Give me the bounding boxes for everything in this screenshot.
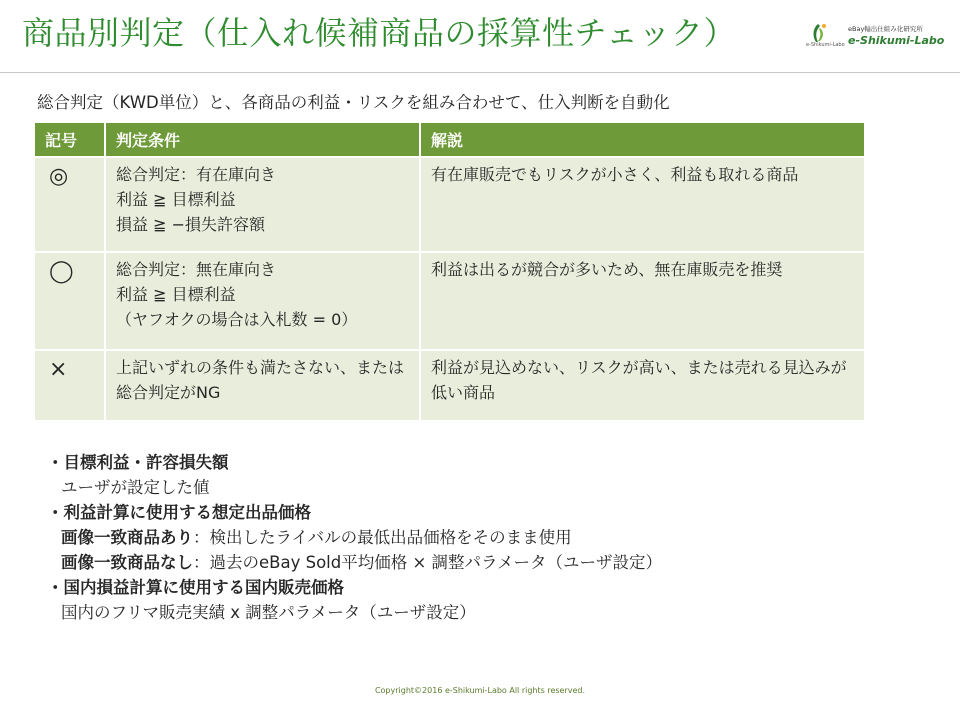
notes-section [47,450,662,625]
note-line [47,550,662,575]
note-line-text: ：検出したライバルの最低出品価格をそのまま使用 [193,528,572,547]
logo-tagline: eBay輸出仕組み化研究所 [848,25,923,33]
note-line-text: 国内のフリマ販売実績 x 調整パラメータ（ユーザ設定） [61,603,476,622]
condition-line: 総合判定：有在庫向き [116,165,277,184]
condition-line: 利益 ≧ 目標利益 [116,285,236,304]
conditions-cell [105,252,420,350]
intro-text: 総合判定（KWD単位）と、各商品の利益・リスクを組み合わせて、仕入判断を自動化 [37,93,670,112]
company-logo [806,22,954,52]
note-line-label: 画像一致商品なし [61,553,193,572]
conditions-cell [105,157,420,252]
conditions-cell [105,350,420,421]
mark-circle: ◯ [35,252,105,350]
table-row [35,350,865,421]
note-line [47,525,662,550]
judgement-table [35,123,866,422]
note-line-text: ユーザが設定した値 [61,478,210,497]
logo-wordmark: e-Shikumi-Labo [848,34,945,47]
title-divider [0,72,960,73]
description-cell: 利益が見込めない、リスクが高い、または売れる見込みが低い商品 [420,350,865,421]
header-description: 解説 [420,123,865,157]
table-row [35,252,865,350]
logo-subtext: e-Shikumi-Labo [806,42,845,48]
condition-line: 総合判定：無在庫向き [116,260,277,279]
header-conditions: 判定条件 [105,123,420,157]
copyright-footer: Copyright©2016 e-Shikumi-Labo All rights reserved. [374,686,586,695]
table-header-row [35,123,865,157]
header-mark: 記号 [35,123,105,157]
note-heading: ・利益計算に使用する想定出品価格 [47,503,311,522]
description-cell: 有在庫販売でもリスクが小さく、利益も取れる商品 [420,157,865,252]
description-cell: 利益は出るが競合が多いため、無在庫販売を推奨 [420,252,865,350]
mark-double-circle: ◎ [35,157,105,252]
note-line [47,600,662,625]
note-line-text: ：過去のeBay Sold平均価格 × 調整パラメータ（ユーザ設定） [193,553,663,572]
condition-line: 損益 ≧ −損失許容額 [116,215,265,234]
condition-line: （ヤフオクの場合は入札数 = 0） [116,310,358,329]
table-row [35,157,865,252]
mark-cross: × [35,350,105,421]
condition-line: 上記いずれの条件も満たさない、または総合判定がNG [116,358,405,402]
condition-line: 利益 ≧ 目標利益 [116,190,236,209]
note-heading: ・国内損益計算に使用する国内販売価格 [47,578,344,597]
page-title: 商品別判定（仕入れ候補商品の採算性チェック） [22,14,737,52]
note-line [47,475,662,500]
note-heading: ・目標利益・許容損失額 [47,453,229,472]
note-line-label: 画像一致商品あり [61,528,193,547]
